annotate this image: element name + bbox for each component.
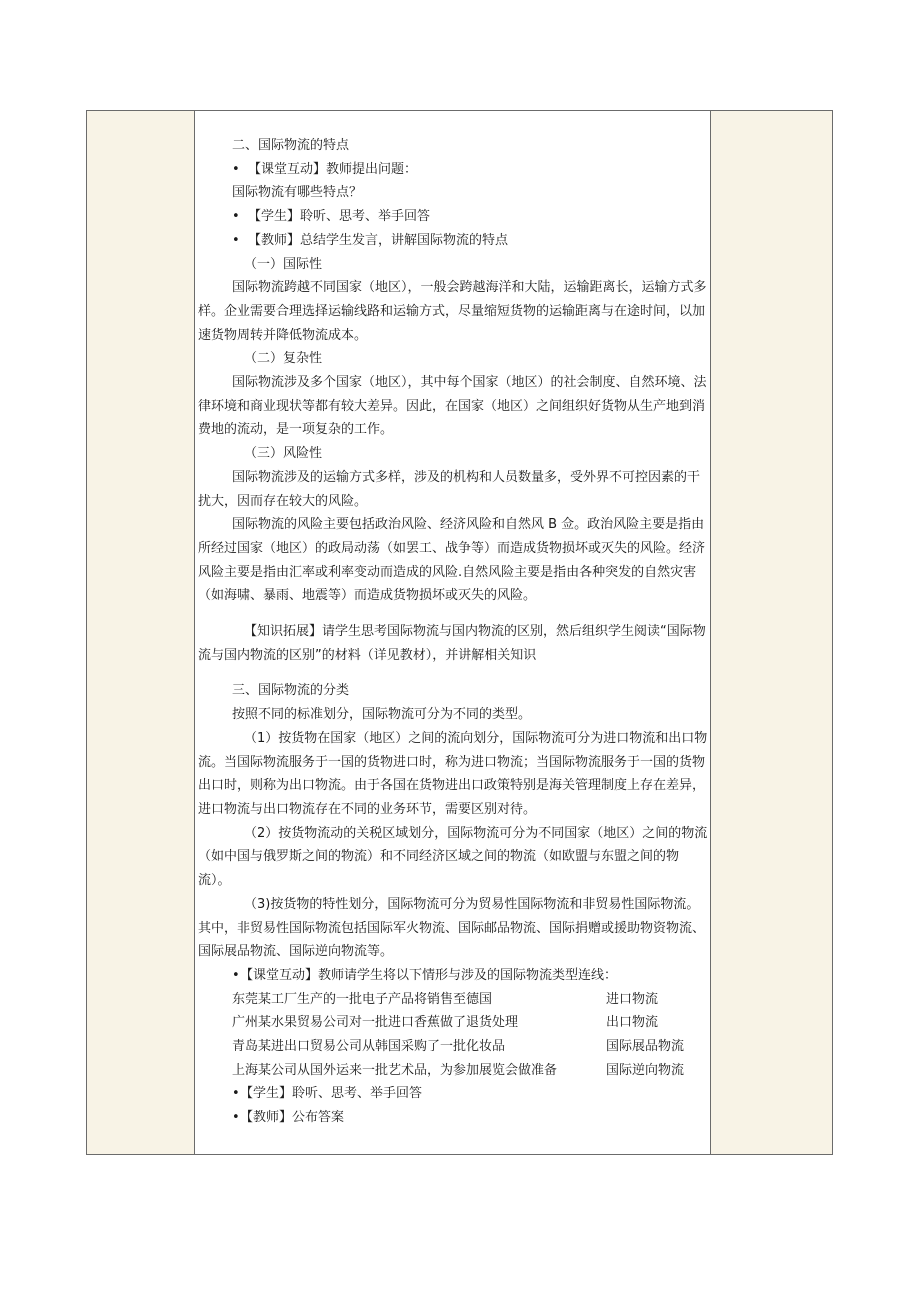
bullet-item: •【学生】聆听、思考、举手回答 — [198, 1082, 711, 1106]
subheading: （一）国际性 — [244, 256, 323, 272]
knowledge-extension: 【知识拓展】请学生思考国际物流与国内物流的区别，然后组织学生阅读“国际物流与国内物流的区别”的材料（详见教材），并讲解相关知识 — [198, 624, 706, 663]
bullet-item: •【课堂互动】教师请学生将以下情形与涉及的国际物流类型连线： — [198, 964, 711, 988]
lesson-table — [86, 110, 833, 1155]
paragraph: （2）按货物流动的关税区域划分，国际物流可分为不同国家（地区）之间的物流（如中国与俄罗斯之间的物流）和不同经济区域之间的物流（如欧盟与东盟之间的物流）。 — [198, 825, 708, 889]
paragraph: 国际物流跨越不同国家（地区），一般会跨越海洋和大陆，运输距离长，运输方式多样。企业需要合理选择运输线路和运输方式，尽量缩短货物的运输距离与在途时间，以加速货物周转并降低物流成本。 — [198, 280, 707, 343]
bullet-icon: • — [232, 161, 240, 177]
paragraph: 国际物流涉及多个国家（地区），其中每个国家（地区）的社会制度、自然环境、法律环境和商业现状等都有较大差异。因此，在国家（地区）之间组织好货物从生产地到消费地的流动，是一项复杂的工作。 — [198, 375, 707, 438]
paragraph: 国际物流涉及的运输方式多样，涉及的机构和人员数量多，受外界不可控因素的干扰大，因而存在较大的风险。 — [198, 469, 701, 509]
match-row: 上海某公司从国外运来一批艺术品，为参加展览会做准备 国际逆向物流 — [232, 1062, 685, 1078]
bullet-icon: • — [232, 1110, 240, 1126]
subheading: （二）复杂性 — [244, 351, 323, 367]
question-text: 国际物流有哪些特点？ — [232, 185, 363, 201]
bullet-item: • 【课堂互动】教师提出问题： — [198, 158, 711, 182]
paragraph: 国际物流的风险主要包括政治风险、经济风险和自然风 B 佥。政治风险主要是指由所经过国家（地区）的政局动荡（如罢工、战争等）而造成货物损坏或灭失的风险。经济风险主要是指由汇率或利率变动而造成的风险.自然风险主要是指由各种突发的自然灾害（如海啸、暴雨、地震等）而造成货物损坏或灭失的风险。 — [198, 517, 706, 604]
left-column-cell — [87, 111, 195, 1154]
bullet-item: •【教师】公布答案 — [198, 1106, 711, 1130]
paragraph: （3)按货物的特性划分，国际物流可分为贸易性国际物流和非贸易性国际物流。其中，非贸易性国际物流包括国际军火物流、国际邮品物流、国际捐赠或援助物资物流、国际展品物流、国际逆向物流等。 — [198, 896, 706, 960]
bullet-icon: • — [232, 209, 240, 225]
section-heading: 三、国际物流的分类 — [232, 683, 350, 699]
bullet-icon: • — [232, 232, 240, 248]
match-row: 青岛某进出口贸易公司从韩国采购了一批化妆品 国际展品物流 — [232, 1039, 685, 1055]
bullet-item: • 【教师】总结学生发言，讲解国际物流的特点 — [198, 229, 711, 253]
bullet-icon: • — [232, 967, 240, 983]
bullet-icon: • — [232, 1086, 240, 1102]
match-row: 广州某水果贸易公司对一批进口香蕉做了退货处理 出口物流 — [232, 1015, 659, 1031]
right-column-cell — [710, 111, 832, 1154]
paragraph: 按照不同的标准划分，国际物流可分为不同的类型。 — [232, 707, 532, 723]
lesson-content — [198, 134, 711, 1130]
paragraph: （1）按货物在国家（地区）之间的流向划分，国际物流可分为进口物流和出口物流。当国际物流服务于一国的货物进口时，称为进口物流；当国际物流服务于一国的货物出口时，则称为出口物流。由于各国在货物进出口政策特别是海关管理制度上存在差异，进口物流与出口物流存在不同的业务环节，需要区别对待。 — [198, 730, 708, 817]
section-heading: 二、国际物流的特点 — [232, 138, 350, 153]
content-column-cell — [195, 111, 712, 1154]
bullet-item: • 【学生】聆听、思考、举手回答 — [198, 205, 711, 229]
subheading: （三）风险性 — [244, 446, 323, 462]
match-row: 东莞某工厂生产的一批电子产品将销售至德国 进口物流 — [232, 991, 659, 1007]
